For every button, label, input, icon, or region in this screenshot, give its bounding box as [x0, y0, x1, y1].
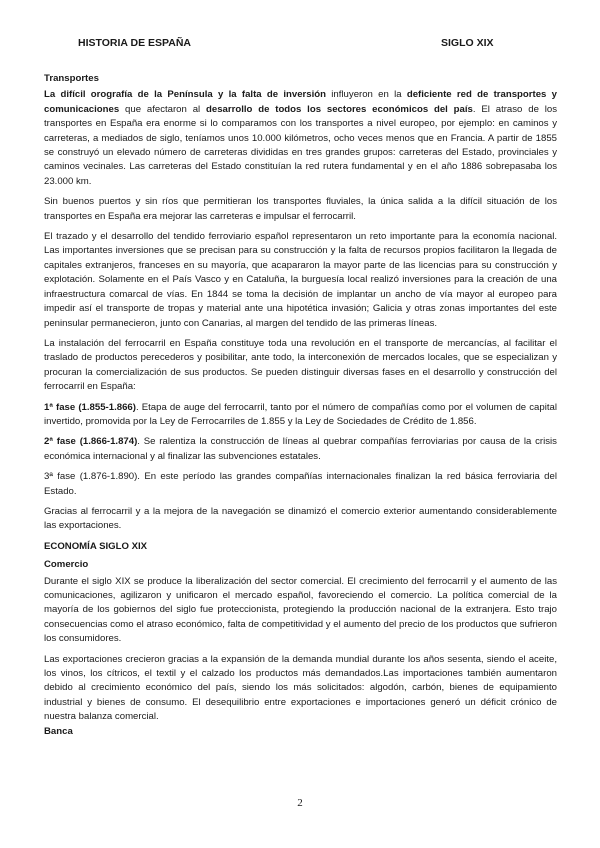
paragraph-phase-3: 3ª fase (1.876-1.890). En este período las grandes compañías internacionales finalizan la red básica ferroviaria del Estado. — [44, 471, 557, 497]
bold-text: deficiente red de transportes y comunicaciones — [44, 89, 557, 115]
paragraph-phase-1 — [44, 401, 557, 430]
header-title: HISTORIA DE ESPAÑA — [78, 37, 191, 49]
phase-label: 1ª fase (1.855-1.866) — [44, 401, 136, 413]
paragraph-ports: Sin buenos puertos y sin ríos que permitieran los transportes fluviales, la única salida a la difícil situación de los transportes en España era mejorar las carreteras e impulsar el ferrocarril. — [44, 196, 557, 222]
document-body — [44, 72, 557, 741]
header-period: SIGLO XIX — [441, 37, 494, 49]
text: que afectaron al — [119, 103, 206, 115]
paragraph-phase-2 — [44, 435, 557, 464]
paragraph-transport-intro — [44, 88, 557, 189]
phase-label: 2ª fase (1.866-1.874) — [44, 436, 138, 448]
text: . El atraso de los transportes en España era enorme si lo comparamos con los transportes a nivel europeo, por ejemplo: en caminos y carreteras, a mediados de siglo, teníamos unos 10.000 kilómetros, ocho veces menos que en Francia. A partir de 1855 se construyó un elevado número de carreteras divididas en tres grandes grupos: carreteras del Estado, provinciales y caminos vecinales. Las carreteras del Estado constituían la red rutera fundamental y en el año 1886 sobrepasaba los 23.000 km. — [44, 103, 557, 187]
paragraph-trade-balance: Las exportaciones crecieron gracias a la expansión de la demanda mundial durante los años sesenta, siendo el aceite, los vinos, los cítricos, el textil y el calzado los productos más demandados.Las importaciones también aumentaron debido al crecimiento económico del país, siendo los más solicitados: algodón, carbón, bienes de equipamiento industrial y bienes de consumo. El desequilibrio entre exportaciones e importaciones generó un déficit crónico de nuestra balanza comercial. — [44, 653, 557, 723]
subsection-heading-banca: Banca — [44, 725, 73, 737]
paragraph-railway-layout: El trazado y el desarrollo del tendido ferroviario español representaron un reto importante para la economía nacional. Las importantes inversiones que se precisan para su construcción y la falta de recursos propios facilitaron la llegada de capitales extranjeros, franceses en su mayoría, que acapararon la mayor parte de las licencias para su construcción y explotación. Solamente en el País Vasco y en Cataluña, la burguesía local realizó inversiones para la creación de una infraestructura comarcal de vías. En 1844 se toma la decisión de implantar un ancho de vía mayor al europeo para impedir así el transporte de tropas y material ante una hipotética invasión; Galicia y otras zonas importantes del este peninsular permanecieron, junto con Canarias, al margen del tendido de las primeras líneas. — [44, 231, 557, 329]
phase-text: . Se ralentiza la construcción de líneas al quebrar compañías ferroviarias por causa de la crisis económica internacional y al finalizar las subvenciones estatales. — [44, 436, 557, 462]
bold-text: desarrollo de todos los sectores económicos del país — [206, 103, 473, 115]
paragraph-exports: Gracias al ferrocarril y a la mejora de la navegación se dinamizó el comercio exterior aumentando considerablemente las exportaciones. — [44, 505, 557, 532]
bold-text: La difícil orografía de la Península y la falta de inversión — [44, 89, 327, 101]
section-heading-economia: ECONOMÍA SIGLO XIX — [44, 540, 148, 552]
subsection-heading-comercio: Comercio — [44, 559, 89, 571]
text: influyeron en la — [326, 89, 407, 101]
section-heading-transportes: Transportes — [44, 73, 99, 84]
phase-text: . Etapa de auge del ferrocarril, tanto por el número de compañías como por el volumen de capital invertido, promovida por la Ley de Ferrocarriles de 1.855 y la Ley de Sociedades de Crédito de 1.856. — [44, 401, 557, 427]
paragraph-railway-revolution: La instalación del ferrocarril en España constituye toda una revolución en el transporte de mercancías, al facilitar el traslado de productos perecederos y posibilitar, ante todo, la interconexión de mercados locales, que se especializan y procuran la comercialización de sus productos. Se pueden distinguir diversas fases en el desarrollo y construcción del ferrocarril en España: — [44, 337, 557, 393]
paragraph-commerce: Durante el siglo XIX se produce la liberalización del sector comercial. El crecimiento del ferrocarril y el aumento de las comunicaciones, agilizaron y unificaron el mercado español, favoreciendo el comercio. La política comercial de la mayoría de los gobiernos del siglo fue proteccionista, protegiendo la producción nacional de la extranjera. Esto trajo consecuencias como el atraso económico, falta de competitividad y el aumento del precio de los productos que sufrieron los consumidores. — [44, 575, 557, 645]
page-number: 2 — [297, 797, 303, 809]
